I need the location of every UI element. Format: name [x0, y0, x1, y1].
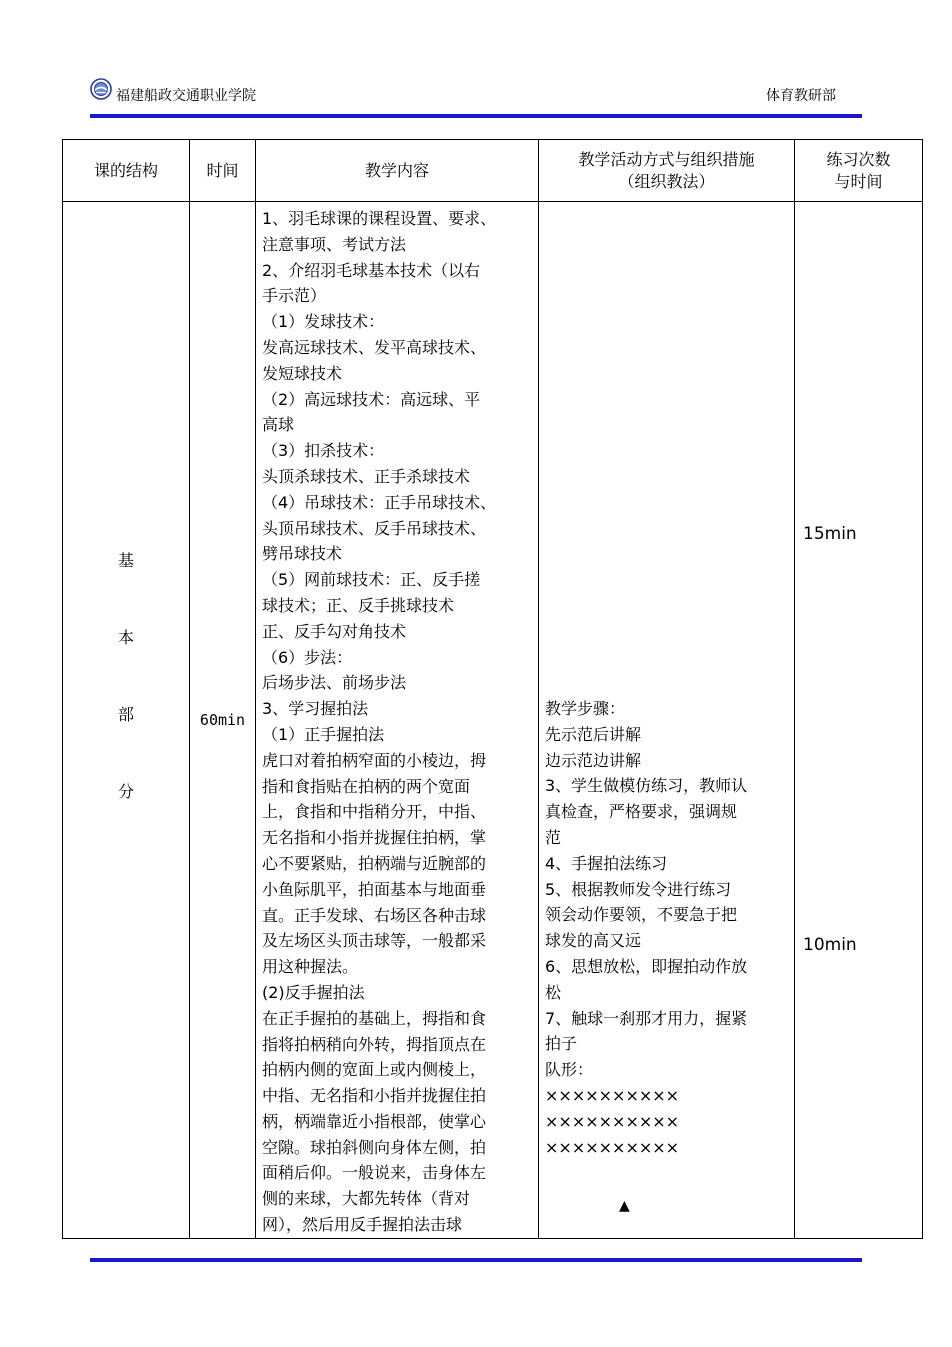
- content-line: 1、羽毛球课的课程设置、要求、: [262, 209, 497, 228]
- header-method-line1: 教学活动方式与组织措施: [578, 149, 755, 169]
- header-content: 教学内容: [256, 140, 539, 202]
- content-line: 头顶杀球技术、正手杀球技术: [262, 466, 471, 486]
- header-practice-line1: 练习次数: [826, 149, 891, 169]
- method-line: 范: [545, 827, 562, 847]
- content-line: （3）扣杀技术：: [262, 441, 385, 461]
- method-line: 6、思想放松，即握拍动作放: [545, 956, 748, 976]
- method-line: 球发的高又远: [545, 931, 642, 951]
- content-line: 侧的来球，大都先转体（背对: [262, 1189, 471, 1209]
- content-line: 空隙。球拍斜侧向身体左侧，拍: [262, 1137, 487, 1157]
- structure-char: 部: [117, 705, 134, 724]
- content-line: 头顶吊球技术、反手吊球技术、: [262, 518, 487, 538]
- method-line: 4、手握拍法练习: [545, 853, 668, 873]
- structure-char: 基: [117, 551, 134, 570]
- content-line: (2)反手握拍法: [262, 982, 365, 1002]
- content-line: 无名指和小指并拢握住拍柄，掌: [262, 828, 487, 848]
- header-method: [539, 140, 795, 202]
- teacher-marker-icon: ▲: [619, 1198, 630, 1214]
- content-line: 面稍后仰。一般说来，击身体左: [262, 1163, 487, 1183]
- header-practice-line2: 与时间: [834, 171, 883, 191]
- footer-divider: [90, 1258, 862, 1262]
- content-line: 在正手握拍的基础上，拇指和食: [262, 1008, 487, 1028]
- method-line: 5、根据教师发令进行练习: [545, 879, 732, 899]
- time-cell: 60min: [190, 202, 256, 1239]
- table-row: [63, 202, 923, 1239]
- header-practice: [795, 140, 923, 202]
- school-logo-icon: [90, 78, 112, 100]
- content-line: 指将拍柄稍向外转，拇指顶点在: [262, 1034, 487, 1054]
- practice-cell: [795, 202, 923, 1239]
- method-cell: [539, 202, 795, 1239]
- header-structure: 课的结构: [63, 140, 190, 202]
- content-line: 中指、无名指和小指并拢握住拍: [262, 1086, 487, 1106]
- content-line: 柄，柄端靠近小指根部，使掌心: [262, 1111, 487, 1131]
- content-line: 2、介绍羽毛球基本技术（以右: [262, 260, 481, 280]
- content-line: （1）发球技术：: [262, 312, 385, 332]
- content-line: 3、学习握拍法: [262, 699, 369, 719]
- practice-time-2: 10min: [803, 935, 857, 955]
- content-line: 劈吊球技术: [262, 544, 343, 564]
- lesson-plan-table: [62, 139, 923, 1239]
- structure-char: 分: [117, 782, 134, 801]
- page-header: [90, 74, 862, 118]
- content-line: 上，食指和中指稍分开，中指、: [262, 802, 487, 822]
- content-line: 发短球技术: [262, 363, 343, 383]
- method-line: 边示范边讲解: [545, 750, 642, 770]
- school-name: 福建船政交通职业学院: [116, 88, 256, 104]
- practice-time-1: 15min: [803, 524, 857, 544]
- content-line: 球技术；正、反手挑球技术: [262, 595, 455, 615]
- content-line: 高球: [262, 415, 295, 435]
- content-line: （1）正手握拍法: [262, 724, 385, 744]
- content-line: 后场步法、前场步法: [262, 673, 407, 693]
- method-line: 真检查，严格要求，强调规: [545, 802, 738, 822]
- content-line: 直。正手发球、右场区各种击球: [262, 905, 487, 925]
- table-header-row: [63, 140, 923, 202]
- formation-row: ××××××××××: [545, 1085, 680, 1105]
- content-line: 小鱼际肌平，拍面基本与地面垂: [262, 879, 487, 899]
- content-line: （5）网前球技术：正、反手搓: [262, 570, 481, 590]
- content-line: 及左场区头顶击球等，一般都采: [262, 931, 487, 951]
- content-line: 发高远球技术、发平高球技术、: [262, 337, 487, 357]
- content-line: （2）高远球技术：高远球、平: [262, 389, 481, 409]
- content-line: 虎口对着拍柄窄面的小棱边，拇: [262, 750, 487, 770]
- content-line: 用这种握法。: [262, 957, 359, 977]
- structure-char: 本: [117, 628, 134, 647]
- content-line: （4）吊球技术：正手吊球技术、: [262, 492, 497, 512]
- content-line: 心不要紧贴，拍柄端与近腕部的: [262, 853, 487, 873]
- content-line: （6）步法：: [262, 647, 353, 667]
- method-line: 领会动作要领，不要急于把: [545, 905, 738, 925]
- department-name: 体育教研部: [766, 88, 836, 104]
- content-line: 网），然后用反手握拍法击球: [262, 1215, 463, 1235]
- content-line: 指和食指贴在拍柄的两个宽面: [262, 776, 471, 796]
- content-line: 拍柄内侧的宽面上或内侧棱上，: [262, 1060, 487, 1080]
- method-line: 先示范后讲解: [545, 724, 642, 744]
- content-line: 正、反手勾对角技术: [262, 621, 407, 641]
- structure-cell: [63, 202, 190, 1239]
- formation-row: ××××××××××: [545, 1111, 680, 1131]
- header-divider: [90, 114, 862, 118]
- method-line: 队形：: [545, 1060, 594, 1080]
- content-cell: [256, 202, 539, 1239]
- method-line: 3、学生做模仿练习，教师认: [545, 776, 748, 796]
- formation-row: ××××××××××: [545, 1137, 680, 1157]
- header-method-line2: （组织教法）: [618, 171, 715, 191]
- method-line: 7、触球一刹那才用力，握紧: [545, 1008, 748, 1028]
- content-line: 注意事项、考试方法: [262, 234, 407, 254]
- content-line: 手示范）: [262, 286, 327, 306]
- method-line: 教学步骤：: [545, 699, 626, 718]
- method-line: 松: [545, 982, 562, 1002]
- header-time: 时间: [190, 140, 256, 202]
- method-line: 拍子: [545, 1034, 578, 1054]
